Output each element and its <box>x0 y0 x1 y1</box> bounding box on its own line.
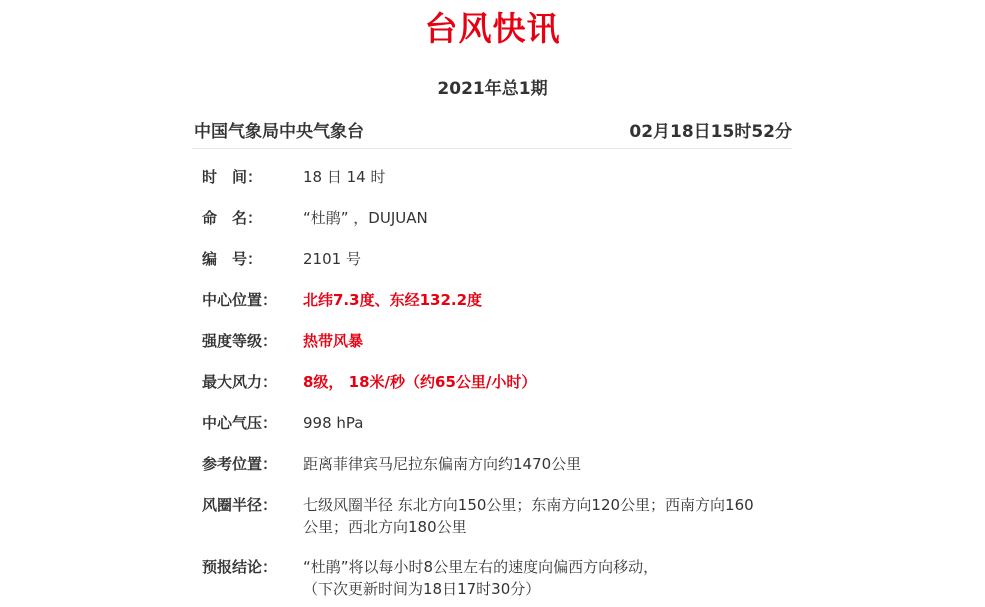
wind-radius-line-2: 公里；西北方向180公里 <box>303 518 467 536</box>
forecast-line-2: （下次更新时间为18日17时30分） <box>303 580 541 598</box>
field-value-center-position: 北纬7.3度、东经132.2度 <box>303 291 483 309</box>
field-value-forecast <box>303 556 793 600</box>
forecast-line-1: “杜鹃”将以每小时8公里左右的速度向偏西方向移动， <box>303 558 659 576</box>
bulletin-header-row <box>192 118 792 149</box>
field-label-wind-radius: 风圈半径： <box>202 496 278 514</box>
field-label-number: 编 号： <box>202 250 263 268</box>
field-label-reference-position: 参考位置： <box>202 455 278 473</box>
wind-radius-line-1: 七级风圈半径 东北方向150公里；东南方向120公里；西南方向160 <box>303 496 754 514</box>
field-label-center-pressure: 中心气压： <box>202 414 278 432</box>
field-value-number: 2101 号 <box>303 250 361 268</box>
field-value-wind-radius <box>303 494 793 538</box>
field-value-time: 18 日 14 时 <box>303 168 386 186</box>
field-value-center-pressure: 998 hPa <box>303 414 364 432</box>
field-label-forecast: 预报结论： <box>202 558 278 576</box>
field-label-center-position: 中心位置： <box>202 291 278 309</box>
issue-time: 02月18日15时52分 <box>629 122 792 142</box>
field-value-reference-position: 距离菲律宾马尼拉东偏南方向约1470公里 <box>303 455 582 473</box>
issue-number: 2021年总1期 <box>437 79 548 99</box>
field-label-name: 命 名： <box>202 209 263 227</box>
field-label-intensity: 强度等级： <box>202 332 278 350</box>
field-value-name: “杜鹃” ，DUJUAN <box>303 209 428 227</box>
field-value-max-wind: 8级， 18米/秒（约65公里/小时） <box>303 373 537 391</box>
issuing-agency: 中国气象局中央气象台 <box>194 122 364 142</box>
field-value-intensity: 热带风暴 <box>303 332 364 350</box>
field-label-max-wind: 最大风力： <box>202 373 278 391</box>
field-label-time: 时 间： <box>202 168 263 186</box>
bulletin-title: 台风快讯 <box>424 9 561 48</box>
